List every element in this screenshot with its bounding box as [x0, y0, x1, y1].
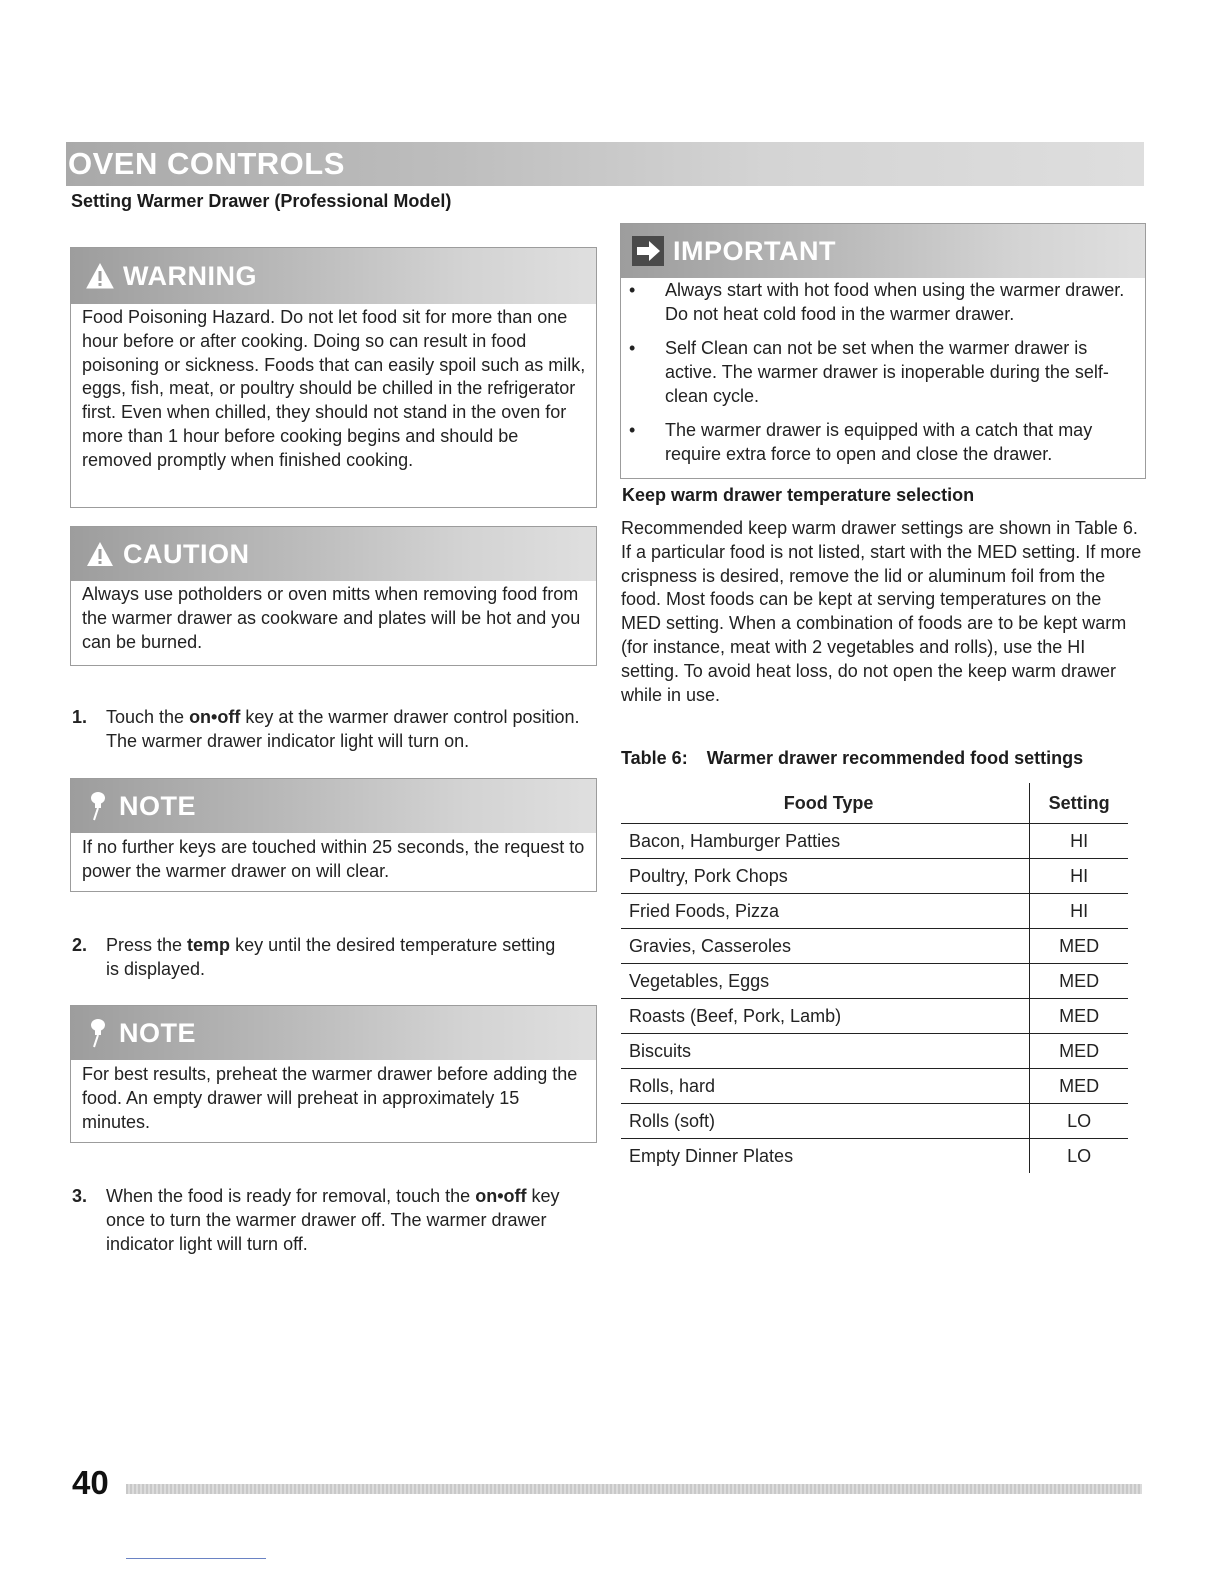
table-row — [621, 824, 1128, 859]
bullet-icon: • — [629, 280, 636, 300]
table-row — [621, 1069, 1128, 1104]
section-title: OVEN CONTROLS — [68, 146, 345, 181]
warning-icon — [85, 262, 115, 290]
setting-cell: MED — [1030, 1069, 1128, 1104]
note-text: For best results, preheat the warmer drawer before adding the food. An empty drawer will preheat in approximately 15 minutes. — [82, 1064, 578, 1132]
bullet-icon: • — [629, 420, 636, 440]
step-text: key at the warmer drawer control position. The warmer drawer indicator light will turn on. — [106, 707, 580, 751]
important-list — [621, 278, 1135, 476]
setting-cell: LO — [1030, 1139, 1128, 1174]
food-cell: Bacon, Hamburger Patties — [621, 824, 1030, 859]
setting-cell: MED — [1030, 1034, 1128, 1069]
table-row — [621, 964, 1128, 999]
list-item — [621, 418, 1135, 466]
keep-warm-heading: Keep warm drawer temperature selection — [622, 485, 975, 505]
step-text: When the food is ready for removal, touch the — [106, 1186, 476, 1206]
table-row — [621, 894, 1128, 929]
step-number: 1. — [72, 707, 88, 727]
setting-cell: MED — [1030, 929, 1128, 964]
setting-cell: MED — [1030, 999, 1128, 1034]
note-label: NOTE — [119, 1017, 197, 1048]
food-cell: Rolls (soft) — [621, 1104, 1030, 1139]
setting-cell: HI — [1030, 894, 1128, 929]
header-setting: Setting — [1030, 783, 1128, 824]
step-text: key once to turn the warmer drawer off. The warmer drawer indicator light will turn off. — [106, 1186, 560, 1254]
table-row — [621, 1139, 1128, 1174]
table-title: Warmer drawer recommended food settings — [706, 748, 1084, 768]
table-number: Table 6: — [621, 748, 688, 768]
setting-cell: MED — [1030, 964, 1128, 999]
step-text: Touch the — [106, 707, 190, 727]
setting-cell: HI — [1030, 859, 1128, 894]
table-row — [621, 929, 1128, 964]
caution-header — [71, 527, 596, 581]
food-cell: Empty Dinner Plates — [629, 1145, 794, 1166]
bullet-text: Self Clean can not be set when the warmer drawer is active. The warmer drawer is inoperable during the self-clean cycle. — [665, 338, 1109, 406]
food-cell: Fried Foods, Pizza — [621, 894, 1030, 929]
food-cell: Roasts (Beef, Pork, Lamb) — [621, 999, 1030, 1034]
section-subtitle: Setting Warmer Drawer (Professional Model) — [71, 191, 452, 211]
table-caption — [621, 748, 1083, 769]
bullet-text: Always start with hot food when using the warmer drawer. Do not heat cold food in the warmer drawer. — [665, 280, 1125, 324]
page-number: 40 — [72, 1464, 109, 1501]
caution-icon — [85, 540, 115, 568]
important-label: IMPORTANT — [673, 235, 836, 266]
step-2 — [72, 933, 592, 983]
setting-cell: LO — [1030, 1104, 1128, 1139]
food-cell: Vegetables, Eggs — [621, 964, 1030, 999]
pushpin-icon — [85, 1018, 111, 1048]
pushpin-icon — [85, 791, 111, 821]
note-label: NOTE — [119, 790, 197, 821]
warning-box — [70, 247, 597, 508]
important-box — [620, 223, 1146, 479]
caution-box — [70, 526, 597, 666]
food-settings-table — [621, 783, 1128, 1173]
key-name: temp — [187, 935, 231, 955]
food-cell: Rolls, hard — [621, 1069, 1030, 1104]
note-box — [70, 1005, 597, 1143]
key-name: on•off — [189, 707, 241, 727]
note-header — [71, 779, 596, 833]
warning-header — [71, 248, 596, 304]
table-row — [621, 1104, 1128, 1139]
warning-text: Food Poisoning Hazard. Do not let food sit for more than one hour before or after cooking. Doing so can result in food poisoning or sickness. Foods that can easily spoil such as milk, eggs, fish, meat, or poultry should be chilled in the refrigerator first. Even when chilled, they should not stand in the oven for more than 1 hour before cooking begins and should be removed promptly when finished cooking. — [82, 307, 586, 470]
step-text: Press the — [106, 935, 188, 955]
step-number: 2. — [72, 935, 88, 955]
food-cell: Gravies, Casseroles — [621, 929, 1030, 964]
note-box — [70, 778, 597, 892]
arrow-right-icon — [631, 235, 665, 267]
keep-warm-text: Recommended keep warm drawer settings are shown in Table 6. If a particular food is not listed, start with the MED setting. If more crispness is desired, remove the lid or aluminum foil from the food. Most foods can be kept at serving temperatures on the MED setting. When a combination of foods are to be kept warm (for instance, meat with 2 vegetables and rolls), use the HI setting. To avoid heat loss, do not open the keep warm drawer while in use. — [621, 518, 1142, 705]
note-header — [71, 1006, 596, 1060]
table-header-row — [621, 783, 1128, 824]
food-cell: Biscuits — [621, 1034, 1030, 1069]
bullet-icon: • — [629, 338, 636, 358]
bullet-text: The warmer drawer is equipped with a catch that may require extra force to open and close the drawer. — [665, 420, 1093, 464]
step-1 — [72, 705, 592, 755]
warning-label: WARNING — [123, 260, 257, 291]
list-item — [621, 336, 1135, 408]
footer-rule — [126, 1484, 1142, 1494]
table-row — [621, 999, 1128, 1034]
step-number: 3. — [72, 1186, 88, 1206]
step-text: key until the desired temperature setting is displayed. — [106, 935, 556, 979]
footer-link-line — [126, 1558, 266, 1559]
table-row — [621, 859, 1128, 894]
caution-label: CAUTION — [123, 538, 250, 569]
key-name: on•off — [475, 1186, 527, 1206]
caution-text: Always use potholders or oven mitts when removing food from the warmer drawer as cookware and plates will be hot and you can be burned. — [82, 584, 581, 652]
important-header — [621, 224, 1145, 278]
table-row — [621, 1034, 1128, 1069]
food-cell: Poultry, Pork Chops — [621, 859, 1030, 894]
step-3 — [72, 1184, 592, 1259]
note-text: If no further keys are touched within 25 seconds, the request to power the warmer drawer on will clear. — [82, 837, 585, 881]
list-item — [621, 278, 1135, 326]
header-food-type: Food Type — [621, 783, 1030, 824]
setting-cell: HI — [1030, 824, 1128, 859]
